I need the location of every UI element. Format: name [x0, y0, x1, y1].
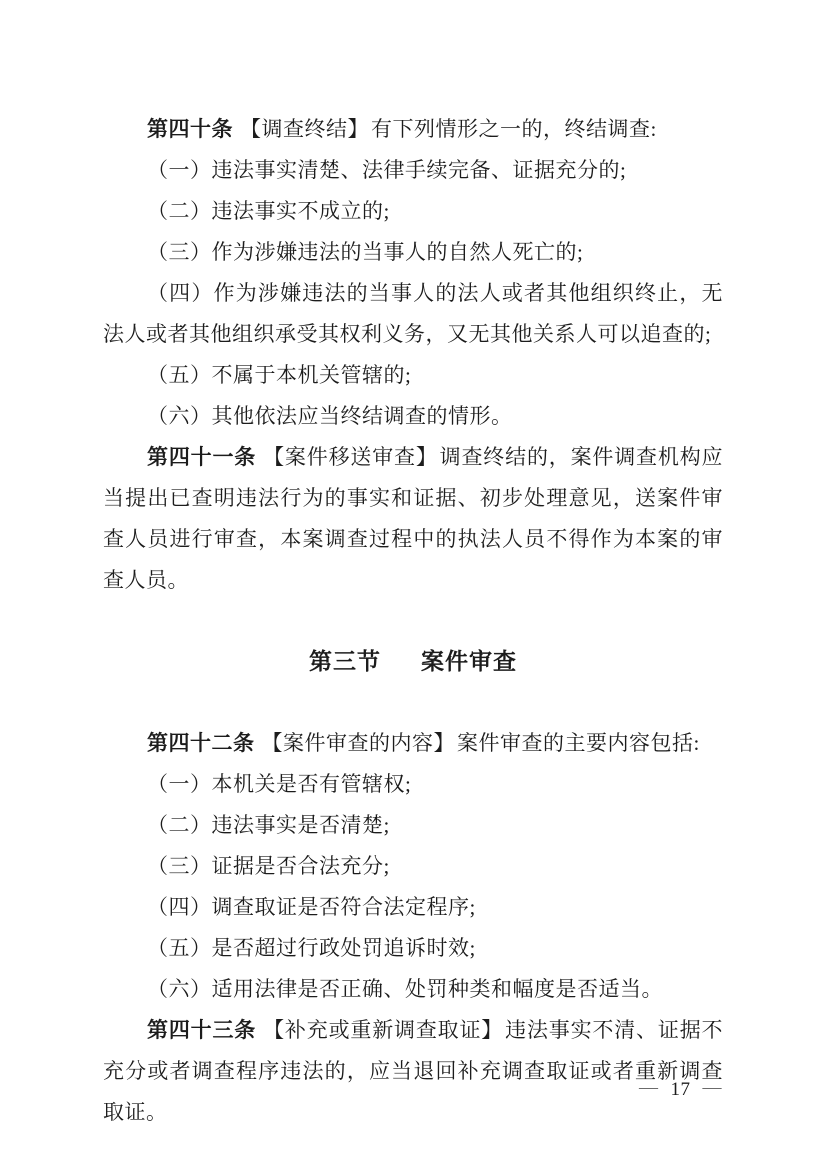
article-40-item-4: （四）作为涉嫌违法的当事人的法人或者其他组织终止，无法人或者其他组织承受其权利义务，又无其他关系人可以追查的; — [103, 281, 723, 346]
article-42-item-4: （四）调查取证是否符合法定程序; — [147, 895, 476, 919]
article-40-lead-paragraph — [103, 109, 723, 150]
article-42-lead-text: 案件审查的主要内容包括: — [457, 731, 700, 755]
article-42-item-2: （二）违法事实是否清楚; — [147, 813, 390, 837]
article-40-title: 【调查终结】 — [240, 117, 369, 141]
article-41-number: 第四十一条 — [147, 445, 257, 469]
article-43-body-text: 违法事实不清、证据不充分或者调查程序违法的，应当退回补充调查取证或者重新调查取证。 — [103, 1018, 724, 1124]
article-42-item-6: （六）适用法律是否正确、处罚种类和幅度是否适当。 — [147, 977, 663, 1001]
article-42-number: 第四十二条 — [147, 731, 255, 755]
section-heading — [103, 641, 723, 682]
page-number-footer — [639, 1077, 722, 1103]
article-41-paragraph — [103, 437, 723, 601]
article-42-item-5: （五）是否超过行政处罚追诉时效; — [147, 936, 476, 960]
article-42-title: 【案件审查的内容】 — [261, 731, 455, 755]
article-41-body-text: 调查终结的，案件调查机构应当提出已查明违法行为的事实和证据、初步处理意见，送案件审查人员进行审查，本案调查过程中的执法人员不得作为本案的审查人员。 — [103, 445, 724, 592]
article-42-item-1: （一）本机关是否有管辖权; — [147, 772, 412, 796]
article-43-number: 第四十三条 — [147, 1018, 257, 1042]
article-41-title: 【案件移送审查】 — [263, 445, 438, 469]
footer-right-dash: — — [702, 1077, 722, 1098]
article-40-item-5: （五）不属于本机关管辖的; — [147, 363, 412, 387]
article-40-item-2: （二）违法事实不成立的; — [147, 199, 390, 223]
section-label: 第三节 — [309, 649, 381, 674]
article-42-item-3: （三）证据是否合法充分; — [147, 854, 390, 878]
article-40-item-1: （一）违法事实清楚、法律手续完备、证据充分的; — [147, 158, 627, 182]
document-body — [103, 109, 723, 1133]
article-42-lead-paragraph — [103, 723, 723, 764]
article-40-item-6: （六）其他依法应当终结调查的情形。 — [147, 404, 513, 428]
article-43-paragraph — [103, 1010, 723, 1133]
article-40-number: 第四十条 — [147, 117, 233, 141]
footer-left-dash: — — [639, 1077, 659, 1098]
footer-page-number: 17 — [670, 1079, 691, 1100]
section-title: 案件审查 — [421, 649, 517, 674]
article-43-title: 【补充或重新调查取证】 — [263, 1018, 504, 1042]
article-40-item-3: （三）作为涉嫌违法的当事人的自然人死亡的; — [147, 240, 584, 264]
article-40-lead-text: 有下列情形之一的，终结调查: — [371, 117, 657, 141]
